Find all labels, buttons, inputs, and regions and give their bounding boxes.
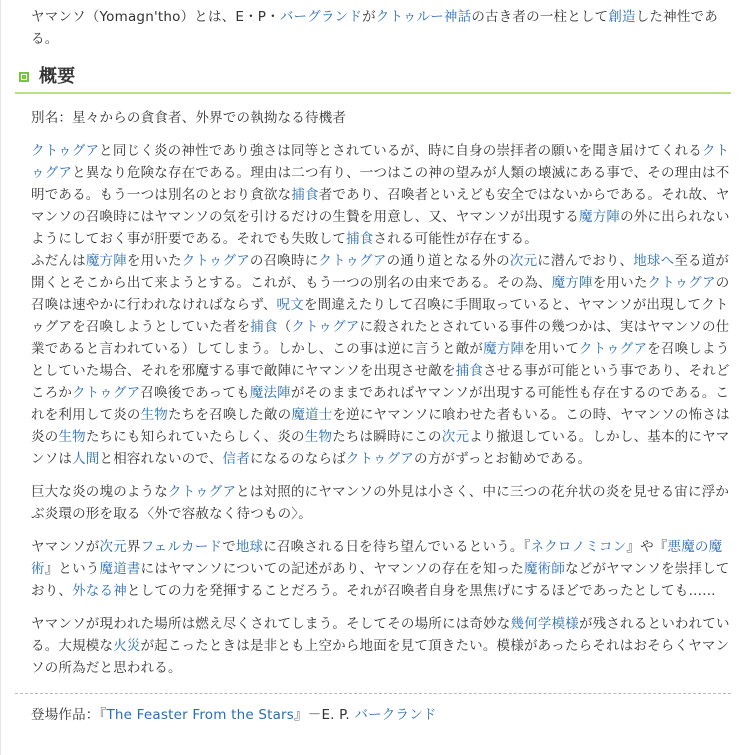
text: 』という [44,561,100,577]
text: になるのならば [249,451,346,467]
text: を用いた [592,275,648,291]
text: がそのままであればヤマンソが出現する可能性も存在するのである。これを利用して炎の [31,385,730,423]
link-cthulhu-mythos[interactable]: クトゥルー神話 [375,9,472,25]
link-burglund[interactable]: バーグランド [279,9,363,25]
link-feaster-from-the-stars[interactable]: The Feaster From the Stars [106,707,295,723]
text: と同じく炎の神性であり強さは同等とされているが、時に自身の崇拝者の願いを聞き届けてくれる [99,143,702,159]
text: などがヤマンソを崇拝しており、 [31,561,730,599]
text: 登場作品：『 [31,707,107,723]
link-predation[interactable]: 捕食 [250,319,278,335]
link-author[interactable]: バークランド [354,707,437,723]
intro-text: が [362,9,376,25]
link-demon-magic[interactable]: 悪魔の魔術 [31,539,723,577]
link-predation[interactable]: 捕食 [455,363,484,379]
text: に潜んでおり、 [537,253,634,269]
intro-paragraph [15,6,731,50]
link-cthugha[interactable]: クトゥグア [31,143,100,159]
heading-square-icon [19,72,29,82]
text: させる事が可能という事であり、それどころか [31,363,730,401]
link-geometric-pattern[interactable]: 幾何学模様 [510,616,579,632]
intro-text: の古き者の一柱として [471,9,609,25]
link-creation[interactable]: 創造 [608,9,636,25]
link-magician[interactable]: 魔術師 [523,561,566,577]
link-cthugha[interactable]: クトゥグア [647,275,716,291]
text: とは対照的にヤマンソの外見は小さく、中に三つの花弁状の炎を見せる宙に浮かぶ炎環の形を取る〈外で容赦なく待つもの〉。 [31,484,730,522]
link-creature[interactable]: 生物 [140,407,169,423]
article [15,6,731,726]
link-cthugha[interactable]: クトゥグア [291,319,360,335]
link-outer-gods[interactable]: 外なる神 [72,583,127,599]
text: ヤマンソが現われた場所は燃え尽くされてしまう。そしてその場所には奇妙な [31,616,511,632]
text: たちにも知られていたらしく、炎の [85,429,305,445]
link-sorcerer[interactable]: 魔道士 [291,407,333,423]
text: に殺されたとされている事件の幾つかは、実はヤマンソの仕業であると言われている）してしまう。しかし、この事は逆に言うと敵が [31,319,730,357]
section-title: 概要 [39,66,76,87]
text: が起こったときは是非とも上空から地面を見て頂きたい。模様があったらそれはおそらくヤマンソの所為だと思われる。 [31,638,730,676]
link-cthugha[interactable]: クトゥグア [168,484,237,500]
text: ふだんは [31,253,86,269]
text: の方がずっとお勧めである。 [414,451,592,467]
text: に召喚される日を待ち望んでいるという。『 [263,539,531,555]
appearances-footer [15,693,731,726]
link-cthugha[interactable]: クトゥグア [72,385,141,401]
alias-line: 別名：星々からの貪食者、外界での執拗なる待機者 [31,110,347,126]
text: の通り道となる外の [386,253,510,269]
link-fel-cahd[interactable]: フェルカード [140,539,223,555]
link-cthugha[interactable]: クトゥグア [318,253,387,269]
paragraph-1 [31,140,731,250]
link-creature[interactable]: 生物 [304,429,333,445]
link-cthugha[interactable]: クトゥグア [345,451,415,467]
text: 召喚後であっても [140,385,250,401]
text: 巨大な炎の塊のような [31,484,168,500]
link-earth[interactable]: 地球 [235,539,264,555]
paragraph-4 [31,536,731,602]
text: される可能性が存在する。 [373,231,538,247]
link-predation[interactable]: 捕食 [346,231,374,247]
link-necronomicon[interactable]: ネクロノミコン [530,539,627,555]
link-cthugha[interactable]: クトゥグア [579,341,648,357]
link-dimension[interactable]: 次元 [441,429,470,445]
paragraph-3 [31,481,731,525]
link-magic-array[interactable]: 魔法陣 [249,385,291,401]
link-cthugha[interactable]: クトゥグア [31,143,730,181]
link-magic-circle[interactable]: 魔方陣 [579,209,621,225]
section-body [15,107,731,679]
text: の召喚時に [249,253,319,269]
text: を召喚しようとしていた場合、それを邪魔する事で敵陣にヤマンソを出現させ敵を [31,341,730,379]
link-believer[interactable]: 信者 [222,451,250,467]
link-spell[interactable]: 呪文 [276,297,304,313]
text: たちは瞬時にこの [332,429,442,445]
text: より撤退している。しかし、基本的にヤマンソは [31,429,730,467]
text: を用いた [126,253,182,269]
text: を間違えたりして召喚に手間取っていると、ヤマンソが出現してクトゥグアを召喚しようとしていた者を [31,297,729,335]
text: たちを召喚した敵の [168,407,292,423]
text: で [222,539,236,555]
text: （ [277,319,292,335]
link-magic-circle[interactable]: 魔方陣 [85,253,127,269]
text: の外に出られないようにしておく事が肝要である。それでも失敗して [31,209,730,247]
link-grimoire[interactable]: 魔道書 [99,561,141,577]
link-cthugha[interactable]: クトゥグア [181,253,250,269]
link-magic-circle[interactable]: 魔方陣 [483,341,525,357]
text: としての力を発揮することだろう。それが召喚者自身を黒焦げにするほどであったとしても…… [126,583,716,599]
link-fire[interactable]: 火災 [113,638,141,654]
text: を用いて [524,341,580,357]
text: 』－E. P. [294,707,355,723]
text: 界 [126,539,141,555]
text: が残されるといわれている。大規模な [31,616,730,654]
link-predation[interactable]: 捕食 [291,187,319,203]
text: ヤマンソが [31,539,100,555]
link-human[interactable]: 人間 [72,451,100,467]
text: を逆にヤマンソに喰わせた者もいる。この時、ヤマンソの怖さは炎の [31,407,730,445]
link-dimension[interactable]: 次元 [99,539,127,555]
text: にはヤマンソについての記述があり、ヤマンソの存在を知った [140,561,524,577]
text: と異なり危険な存在である。理由は二つ有り、一つはこの神の望みが人類の壊滅にある事で、その理由は不明である。もう一つは別名のとおり貪欲な [31,165,730,203]
text: 』や『 [626,539,668,555]
paragraph-2 [31,250,731,470]
text: 至る道が開くとそこから出て来ようとする。これが、もう一つの別名の由来である。その為、 [31,253,730,291]
link-dimension[interactable]: 次元 [509,253,538,269]
link-magic-circle[interactable]: 魔方陣 [551,275,593,291]
link-creature[interactable]: 生物 [58,429,86,445]
section-heading [15,62,731,94]
link-to-earth[interactable]: 地球へ [633,253,675,269]
text: 者であり、召喚者といえども安全ではないからである。それ故、ヤマンソの召喚時にはヤマンソの気を引けるだけの生贄を用意し、又、ヤマンソが出現する [31,187,730,225]
text: と相容れないので、 [99,451,223,467]
text: の召喚は速やかに行われなければならず、 [31,275,730,313]
intro-text: ヤマンソ（Yomagn'tho）とは、E・P・ [31,9,280,25]
intro-text: した神性である。 [31,9,718,47]
paragraph-5 [31,613,731,679]
